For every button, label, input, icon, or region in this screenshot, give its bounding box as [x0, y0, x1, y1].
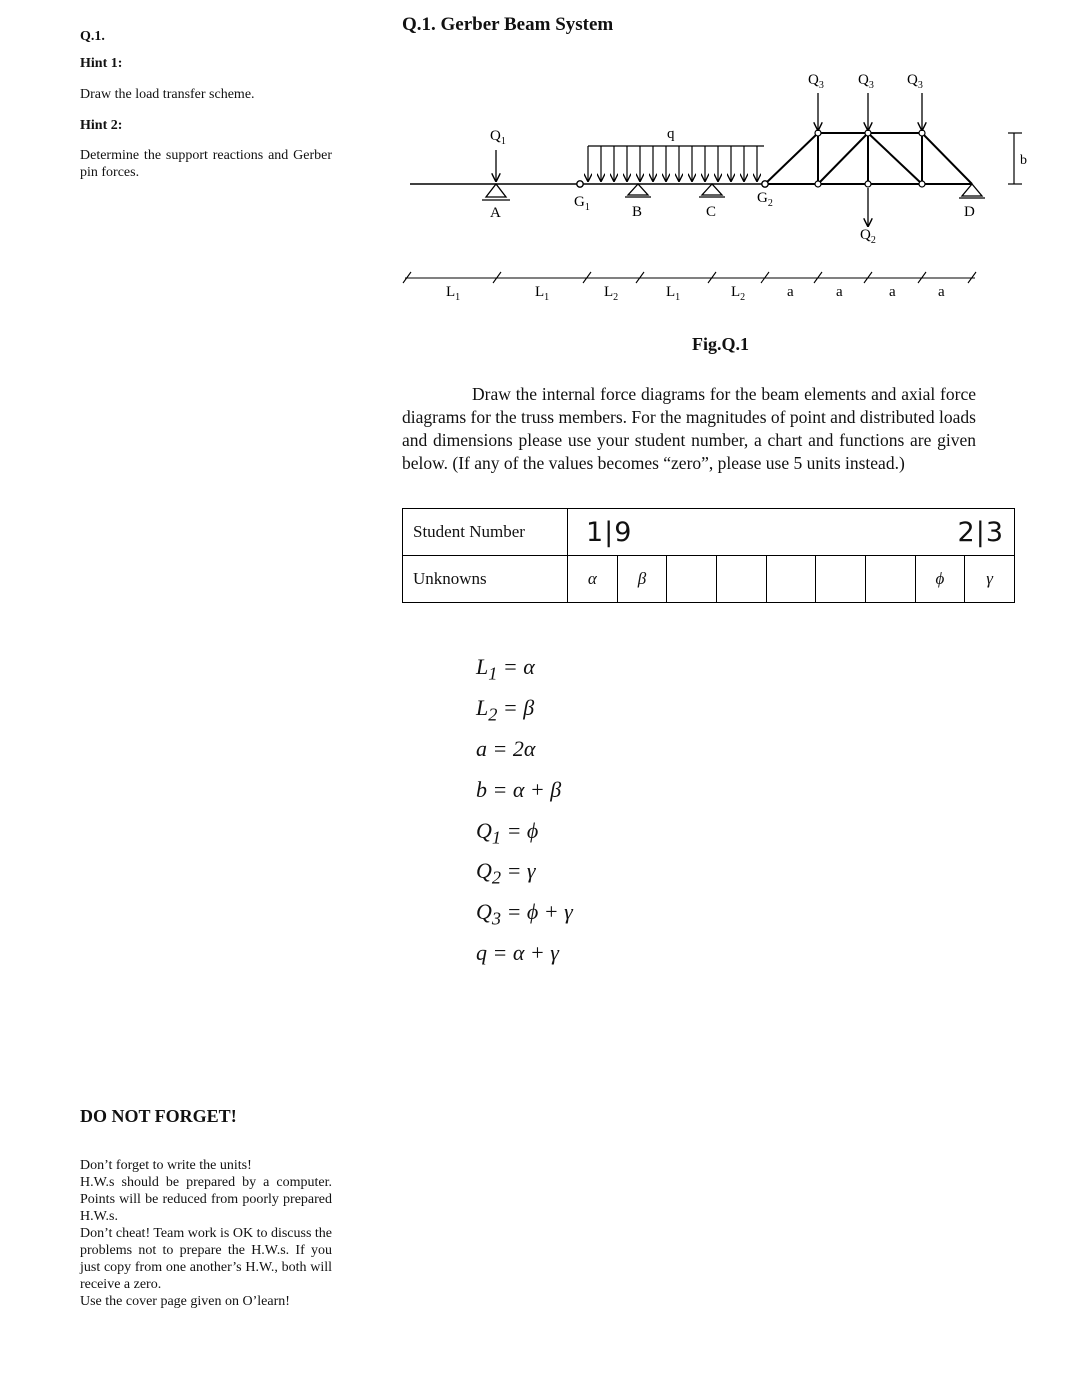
gerber-pin-g2 — [762, 181, 768, 187]
dimension-label: a — [836, 284, 843, 300]
reminder-line: H.W.s should be prepared by a computer. Points will be reduced from poorly prepared H.W.s. — [80, 1175, 332, 1224]
dimension-b-label: b — [1020, 153, 1027, 168]
truss-joints — [815, 130, 925, 187]
unknown-cell: γ — [965, 556, 1015, 603]
dimension-labels — [446, 284, 945, 303]
support-d — [959, 184, 985, 198]
support-c — [699, 184, 725, 197]
truss-diagonal — [868, 133, 922, 184]
question-label: Q.1. — [80, 29, 105, 44]
hint2-title: Hint 2: — [80, 118, 123, 133]
load-q1-label: $Q_1$ — [490, 128, 506, 147]
hint2-text: Determine the support reactions and Gerber pin forces. — [80, 148, 332, 180]
truss-diagonal — [818, 133, 868, 184]
support-b — [625, 184, 651, 197]
load-q3-label-1: $Q_3$ — [808, 72, 824, 91]
loads-q3 — [818, 93, 922, 130]
gerber-beam-figure — [0, 0, 1080, 320]
reminder-line: Use the cover page given on O’learn! — [80, 1294, 290, 1309]
function-list — [476, 650, 573, 977]
dimension-label: a — [938, 284, 945, 300]
unknown-cell — [716, 556, 766, 603]
dimension-label: $L_1$ — [666, 284, 681, 303]
unknown-cell: α — [568, 556, 618, 603]
support-a — [482, 184, 510, 200]
dimension-line — [403, 272, 976, 283]
unknown-cell — [667, 556, 717, 603]
node-label-g2: $G_2$ — [757, 190, 773, 209]
dimension-label: $L_1$ — [535, 284, 550, 303]
unknown-cell: β — [617, 556, 667, 603]
truss — [765, 133, 972, 184]
function-line: $L_2 = \beta$ — [476, 694, 535, 725]
hint1-title: Hint 1: — [80, 56, 123, 71]
node-label-c: C — [706, 204, 717, 220]
hint1-text: Draw the load transfer scheme. — [80, 87, 255, 102]
unknown-cell — [766, 556, 816, 603]
reminder-title: DO NOT FORGET! — [80, 1106, 237, 1126]
node-label-a: A — [490, 205, 501, 221]
unknown-cell — [816, 556, 866, 603]
dimension-label: $L_2$ — [731, 284, 746, 303]
load-q3-label-3: $Q_3$ — [907, 72, 923, 91]
reminder-list — [80, 1157, 332, 1310]
page-title: Q.1. Gerber Beam System — [402, 14, 614, 35]
student-number-start: 1|9 — [586, 516, 633, 548]
dimension-label: $L_2$ — [604, 284, 619, 303]
unknown-cell: ϕ — [915, 556, 965, 603]
gerber-pin-g1 — [577, 181, 583, 187]
student-number-end: 2|3 — [957, 516, 1004, 548]
function-line: b = α + β — [476, 776, 562, 802]
unknown-cell — [865, 556, 915, 603]
dimension-label: $L_1$ — [446, 284, 461, 303]
function-line: $Q_3 = \phi + \gamma$ — [476, 899, 573, 929]
node-label-g1: $G_1$ — [574, 194, 590, 213]
function-line: q = α + γ — [476, 940, 559, 966]
chart-row-unknowns — [403, 556, 1015, 603]
function-line: $Q_1 = \phi$ — [476, 817, 539, 847]
function-line: $Q_2 = \gamma$ — [476, 858, 536, 888]
node-label-d: D — [964, 204, 975, 220]
chart-row-student-number — [403, 509, 1015, 556]
function-line: a = 2α — [476, 735, 536, 761]
node-label-b: B — [632, 204, 643, 220]
chart-label-student-number: Student Number — [403, 509, 568, 556]
load-q-label: q — [667, 126, 675, 142]
reminder-line: Don’t forget to write the units! — [80, 1158, 252, 1173]
figure-caption: Fig.Q.1 — [692, 334, 749, 354]
chart-label-unknowns: Unknowns — [403, 556, 568, 603]
function-line: $L_1 = \alpha$ — [476, 654, 535, 684]
distributed-load-q — [588, 146, 764, 181]
reminder-line: Don’t cheat! Team work is OK to discuss the problems not to prepare the H.W.s. If you just copy from one another’s H.W., both will receive a zero. — [80, 1226, 333, 1292]
student-number-chart — [402, 508, 1015, 603]
instructions-paragraph: Draw the internal force diagrams for the beam elements and axial force diagrams for the truss members. For the magnitudes of point and distributed loads and dimensions please use your student number, a chart and functions are given below. (If any of the values becomes “zero”, please use 5 units instead.) — [402, 384, 976, 473]
student-number-cell — [568, 509, 1015, 556]
dimension-label: a — [787, 284, 794, 300]
load-q2-label: $Q_2$ — [860, 227, 876, 246]
load-q3-label-2: $Q_3$ — [858, 72, 874, 91]
dimension-label: a — [889, 284, 896, 300]
